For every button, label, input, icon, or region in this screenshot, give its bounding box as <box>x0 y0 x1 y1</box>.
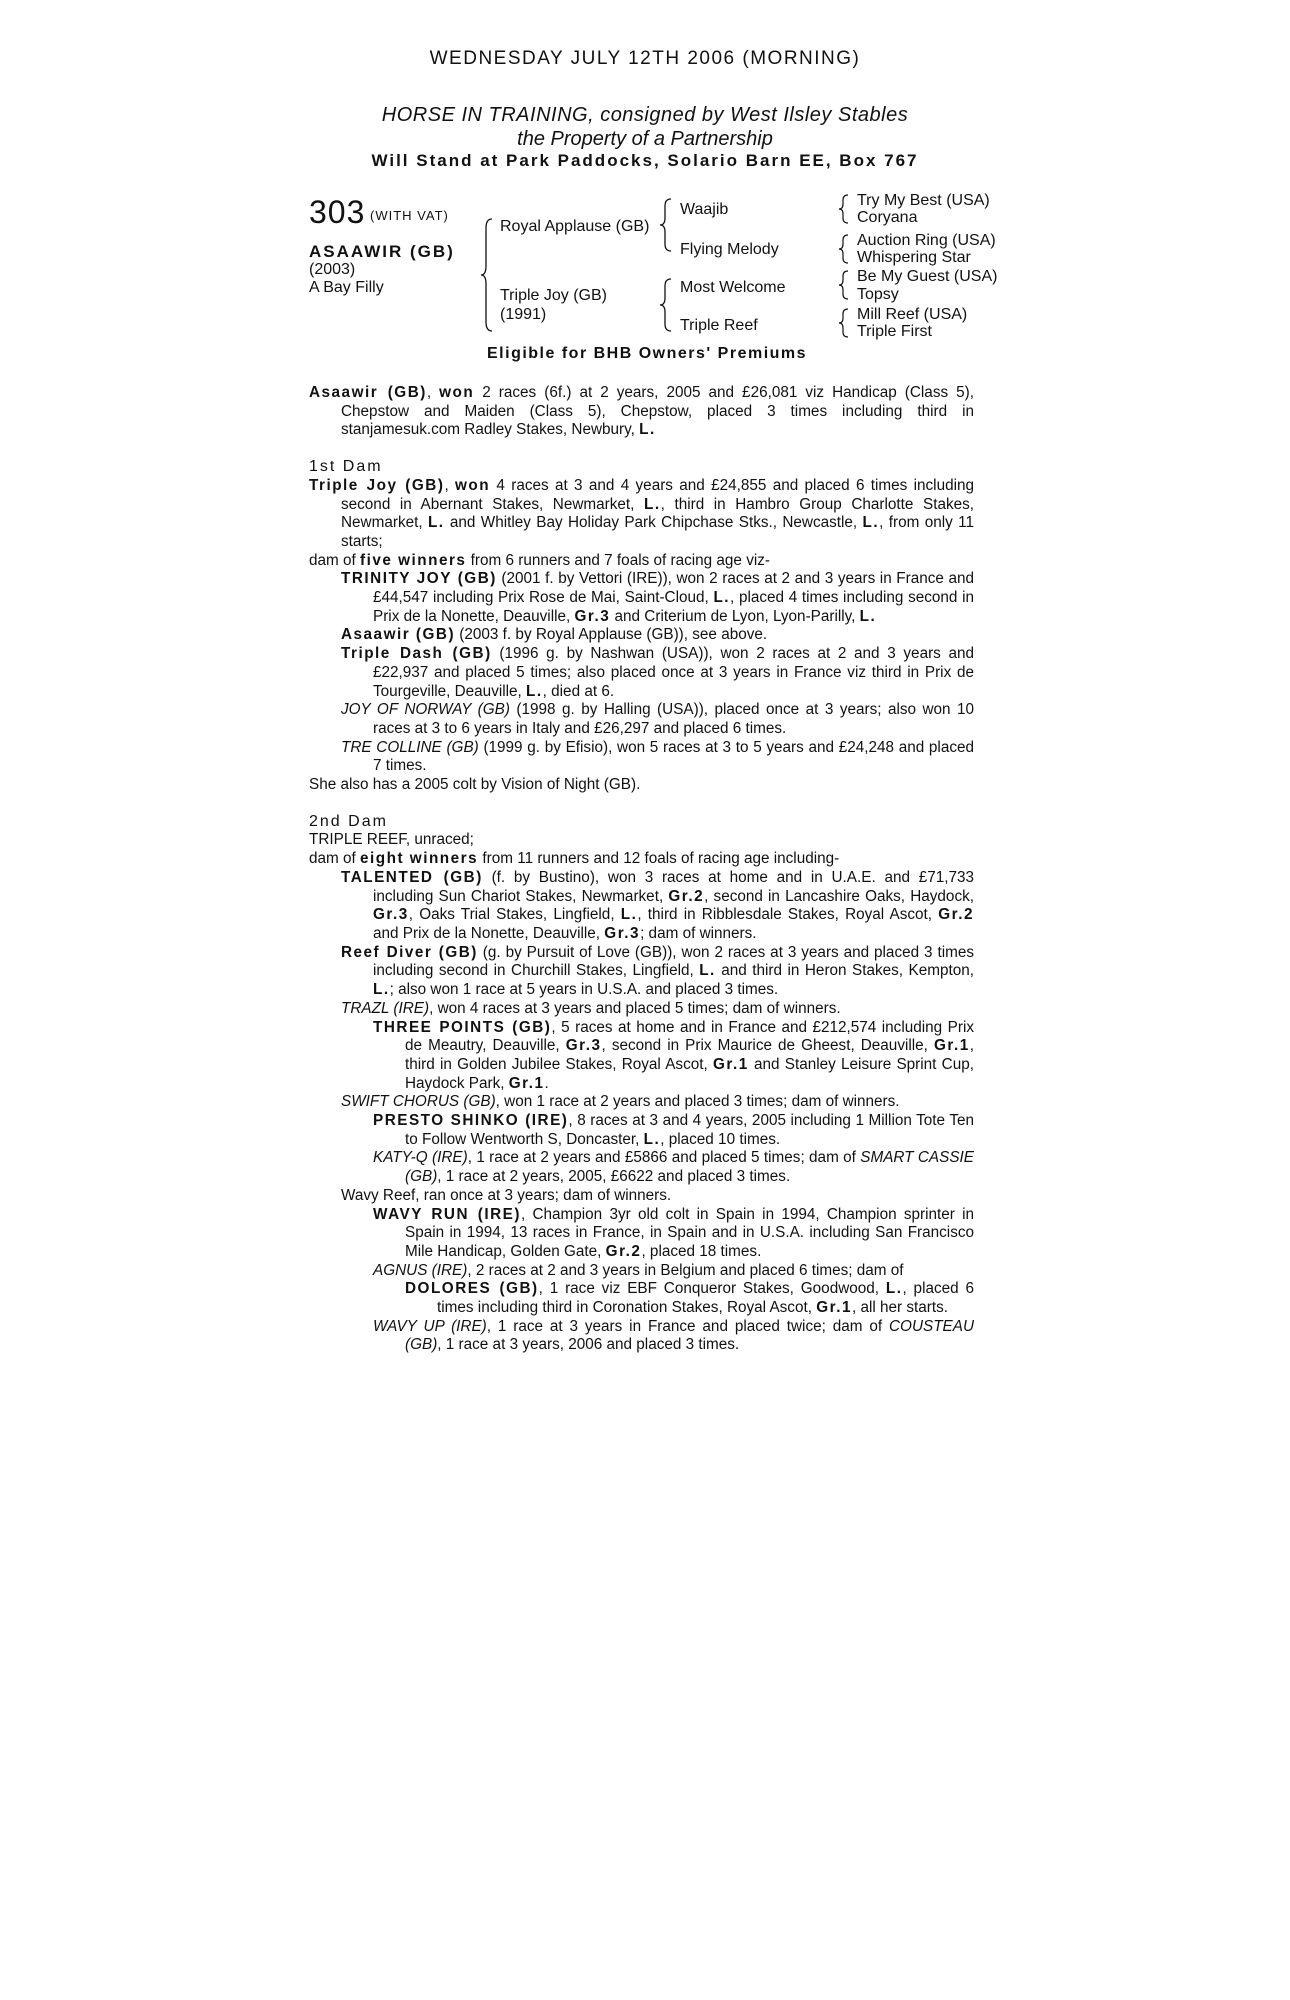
produce-name: SWIFT CHORUS (GB) <box>341 1093 496 1111</box>
won-label: won <box>455 476 491 494</box>
group-mark: Gr.3 <box>373 906 409 924</box>
text: , all her starts. <box>851 1299 949 1317</box>
grandparent-4: Whispering Star <box>857 249 971 266</box>
group-mark: Gr.1 <box>508 1074 545 1092</box>
text: , won 1 race at 2 years and placed 3 times; dam of winners. <box>495 1093 900 1111</box>
produce-name: TRINITY JOY (GB) <box>341 570 497 588</box>
property-line: the Property of a Partnership <box>517 128 773 150</box>
text: ; dam of winners. <box>640 924 757 942</box>
produce-entry <box>309 1019 974 1094</box>
produce-entry <box>309 570 974 626</box>
stand-location: Will Stand at Park Paddocks, Solario Barn EE, Box 767 <box>371 151 919 170</box>
first-dam-paragraph: Triple Joy (GB), won 4 races at 3 and 4 years and £24,855 and placed 6 times including second in Abernant Stakes, Newmarket, L., third in Hambro Group Charlotte Stakes, Newmarket, L. and Whitley Bay Holiday Park Chipchase Stks., Newcastle, L., from only 11 starts; <box>309 476 975 550</box>
also-has-line: She also has a 2005 colt by Vision of Night (GB). <box>309 776 641 794</box>
produce-entry <box>309 1000 974 1019</box>
second-dam-produce-line <box>309 850 974 869</box>
pedigree-brace-sire <box>659 198 673 252</box>
text: dam of <box>309 850 361 868</box>
produce-entry <box>309 645 974 701</box>
pedigree-brace-dam <box>659 278 673 332</box>
produce-name: AGNUS (IRE) <box>373 1261 468 1279</box>
text: , 1 race at 2 years and £5866 and placed 5 times; dam of <box>467 1149 861 1167</box>
produce-name: SMART CASSIE (GB) <box>405 1149 974 1186</box>
produce-entry <box>309 739 974 776</box>
listed-mark: L. <box>526 682 543 700</box>
horse-description: A Bay Filly <box>309 279 384 296</box>
group-mark: Gr.1 <box>712 1055 749 1073</box>
produce-entry <box>309 1262 974 1281</box>
group-mark: Gr.3 <box>604 924 641 942</box>
produce-name: PRESTO SHINKO (IRE) <box>373 1112 569 1130</box>
text: and third in Heron Stakes, Kempton, <box>715 962 974 980</box>
grandparent-8: Triple First <box>857 323 932 340</box>
group-mark: Gr.1 <box>816 1299 852 1317</box>
group-mark: Gr.3 <box>565 1037 602 1055</box>
text: (1996 g. by Nashwan (USA)), won 2 races at 2 and 3 years and £22,937 and placed 5 times; also placed once at 3 years in France viz third in Prix de Tourgeville, Deauville, <box>373 645 975 700</box>
dam-dam: Triple Reef <box>680 317 758 334</box>
group-mark: Gr.2 <box>605 1242 642 1260</box>
listed-mark: L. <box>699 962 716 980</box>
text: (f. by Bustino), won 3 races at home and in U.A.E. and £71,733 including Sun Chariot Stakes, Newmarket, <box>373 868 975 905</box>
text: , Champion 3yr old colt in Spain in 1994, Champion sprinter in Spain in 1994, 13 races in France, in Spain and in U.S.A. including San Francisco Mile Handicap, Golden Gate, <box>405 1205 975 1260</box>
dam-name: Triple Joy (GB) <box>500 287 607 304</box>
second-dam-line: TRIPLE REEF, unraced; <box>309 831 474 849</box>
listed-mark: L. <box>713 589 731 607</box>
text: , 8 races at 3 and 4 years, 2005 including 1 Million Tote Ten to Follow Wentworth S, Doncaster, <box>405 1112 974 1148</box>
listed-mark: L. <box>427 514 445 532</box>
text: (1998 g. by Halling (USA)), placed once at 3 years; also won 10 races at 3 to 6 years in Italy and £26,297 and placed 6 times. <box>373 701 974 737</box>
produce-name: KATY-Q (IRE) <box>373 1149 468 1167</box>
text: (g. by Pursuit of Love (GB)), won 2 races at 3 years and placed 3 times including second in Churchill Stakes, Lingfield, <box>373 943 974 980</box>
group-mark: Gr.3 <box>574 607 611 625</box>
text: , second in Lancashire Oaks, Haydock, <box>704 887 974 905</box>
text: 4 races at 3 and 4 years and £24,855 and placed 6 times including second in Abernant Stakes, Newmarket, <box>341 476 975 513</box>
winners-count: eight winners <box>360 850 479 868</box>
text: , placed 6 times including third in Coronation Stakes, Royal Ascot, <box>437 1280 974 1317</box>
listed-mark: L. <box>643 1130 661 1148</box>
catalogue-text <box>309 384 974 1355</box>
produce-name: Triple Dash (GB) <box>341 645 492 663</box>
produce-entry <box>309 944 974 1000</box>
dam-sire: Most Welcome <box>680 279 786 296</box>
produce-name: Reef Diver (GB) <box>341 943 478 961</box>
text: and Prix de la Nonette, Deauville, <box>373 924 605 942</box>
pedigree-brace-g3 <box>838 270 850 300</box>
produce-name: TRAZL (IRE) <box>341 999 430 1017</box>
text: and Whitley Bay Holiday Park Chipchase Stks., Newcastle, <box>444 514 863 532</box>
produce-name: COUSTEAU (GB) <box>405 1317 974 1354</box>
horse-name: ASAAWIR (GB) <box>309 242 455 261</box>
produce-entry <box>309 1093 974 1112</box>
text: from 6 runners and 7 foals of racing age viz- <box>466 551 770 569</box>
text: (2001 f. by Vettori (IRE)), won 2 races at 2 and 3 years in France and £44,547 including Prix Rose de Mai, Saint-Cloud, <box>373 570 974 607</box>
dam-year: (1991) <box>500 306 547 323</box>
text: , third in Golden Jubilee Stakes, Royal Ascot, <box>405 1037 974 1073</box>
text: , second in Prix Maurice de Gheest, Deauville, <box>601 1037 934 1055</box>
text: (1999 g. by Efisio), won 5 races at 3 to 5 years and £24,248 and placed 7 times. <box>373 738 975 775</box>
pedigree-brace-main <box>480 218 494 332</box>
text: , placed 4 times including second in Prix de la Nonette, Deauville, <box>373 589 974 625</box>
grandparent-1: Try My Best (USA) <box>857 192 990 209</box>
text: (2003 f. by Royal Applause (GB)), see above. <box>455 626 768 644</box>
group-mark: Gr.2 <box>668 887 705 905</box>
text: and Criterium de Lyon, Lyon-Parilly, <box>610 607 860 625</box>
text: , died at 6. <box>542 682 615 700</box>
listed-mark: L. <box>885 1280 903 1298</box>
sire-sire: Waajib <box>680 201 729 218</box>
lot-number: 303 <box>309 194 366 230</box>
grandparent-6: Topsy <box>857 286 899 303</box>
grandparent-3: Auction Ring (USA) <box>857 232 996 249</box>
group-mark: Gr.1 <box>933 1037 970 1055</box>
listed-mark: L. <box>862 514 880 532</box>
vat-note: (WITH VAT) <box>370 208 449 223</box>
produce-name: TALENTED (GB) <box>341 868 483 886</box>
text: , placed 18 times. <box>641 1242 762 1260</box>
sire-dam: Flying Melody <box>680 241 779 258</box>
produce-name: Asaawir (GB) <box>341 626 456 644</box>
produce-name: WAVY UP (IRE) <box>373 1317 487 1335</box>
horse-year: (2003) <box>309 261 356 278</box>
pedigree-block <box>0 190 1290 370</box>
grandparent-2: Coryana <box>857 209 918 226</box>
produce-entry <box>309 1318 974 1355</box>
produce-entry: Wavy Reef, ran once at 3 years; dam of winners. <box>341 1186 672 1204</box>
won-label: won <box>439 384 475 401</box>
produce-entry <box>309 1112 974 1149</box>
text: , 1 race at 3 years, 2006 and placed 3 times. <box>437 1336 740 1354</box>
text: , 1 race viz EBF Conqueror Stakes, Goodwood, <box>538 1280 886 1298</box>
text: and Stanley Leisure Sprint Cup, Haydock Park, <box>405 1055 974 1092</box>
produce-name: WAVY RUN (IRE) <box>373 1205 521 1223</box>
produce-entry <box>309 701 974 738</box>
pedigree-brace-g4 <box>838 308 850 338</box>
winners-count: five winners <box>360 551 467 569</box>
text: . <box>544 1074 549 1092</box>
group-mark: Gr.2 <box>938 906 974 924</box>
text: from 11 runners and 12 foals of racing age including- <box>478 850 840 868</box>
text: ; also won 1 race at 5 years in U.S.A. and placed 3 times. <box>389 981 779 999</box>
grandparent-7: Mill Reef (USA) <box>857 306 968 323</box>
pedigree-brace-g2 <box>838 234 850 264</box>
text: , 2 races at 2 and 3 years in Belgium and placed 6 times; dam of <box>467 1261 904 1279</box>
grandparent-5: Be My Guest (USA) <box>857 268 998 285</box>
first-dam-heading: 1st Dam <box>309 458 383 476</box>
second-dam-heading: 2nd Dam <box>309 812 388 830</box>
listed-mark: L. <box>644 495 661 513</box>
text: , 1 race at 2 years, 2005, £6622 and placed 3 times. <box>437 1168 791 1186</box>
text: , from only 11 starts; <box>341 514 974 550</box>
produce-name: JOY OF NORWAY (GB) <box>341 701 510 719</box>
first-dam-produce-line <box>309 552 974 571</box>
listed-mark: L. <box>859 607 877 625</box>
text: , 1 race at 3 years in France and placed twice; dam of <box>486 1317 889 1335</box>
intro-text: 2 races (6f.) at 2 years, 2005 and £26,081 viz Handicap (Class 5), Chepstow and Maiden (Class 5), Chepstow, placed 3 times including third in stanjamesuk.com Radley Stakes, Newbury, <box>341 384 974 439</box>
lot-horse-name: Asaawir (GB) <box>309 384 427 401</box>
sale-date: WEDNESDAY JULY 12TH 2006 (MORNING) <box>429 48 861 69</box>
text: , Oaks Trial Stakes, Lingfield, <box>408 906 621 924</box>
produce-entry <box>309 1206 974 1262</box>
produce-name: THREE POINTS (GB) <box>373 1018 552 1036</box>
produce-entry <box>309 1280 974 1317</box>
consignment-line: HORSE IN TRAINING, consigned by West Ilsley Stables <box>381 104 909 126</box>
eligibility-note: Eligible for BHB Owners' Premiums <box>487 345 808 362</box>
text: , placed 10 times. <box>660 1130 781 1148</box>
intro-paragraph: Asaawir (GB), won 2 races (6f.) at 2 years, 2005 and £26,081 viz Handicap (Class 5), Chepstow and Maiden (Class 5), Chepstow, placed 3 times including third in stanjamesuk.com Radley Stakes, Newbury, L. <box>309 384 974 439</box>
listed-mark: L. <box>620 906 638 924</box>
text: dam of <box>309 551 361 569</box>
text: , won 4 races at 3 years and placed 5 times; dam of winners. <box>429 999 841 1017</box>
produce-entry <box>309 869 974 944</box>
listed-mark: L. <box>639 421 656 439</box>
listed-mark: L. <box>373 981 390 999</box>
text: , 5 races at home and in France and £212,574 including Prix de Meautry, Deauville, <box>405 1018 974 1055</box>
pedigree-brace-g1 <box>838 194 850 224</box>
text: , third in Ribblesdale Stakes, Royal Ascot, <box>637 906 939 924</box>
produce-entry <box>309 1149 974 1186</box>
produce-name: TRE COLLINE (GB) <box>341 738 479 756</box>
produce-name: DOLORES (GB) <box>405 1280 539 1298</box>
produce-entry <box>309 626 974 645</box>
text: , third in Hambro Group Charlotte Stakes, Newmarket, <box>341 495 975 532</box>
sire: Royal Applause (GB) <box>500 218 650 235</box>
first-dam-name: Triple Joy (GB) <box>309 476 445 494</box>
